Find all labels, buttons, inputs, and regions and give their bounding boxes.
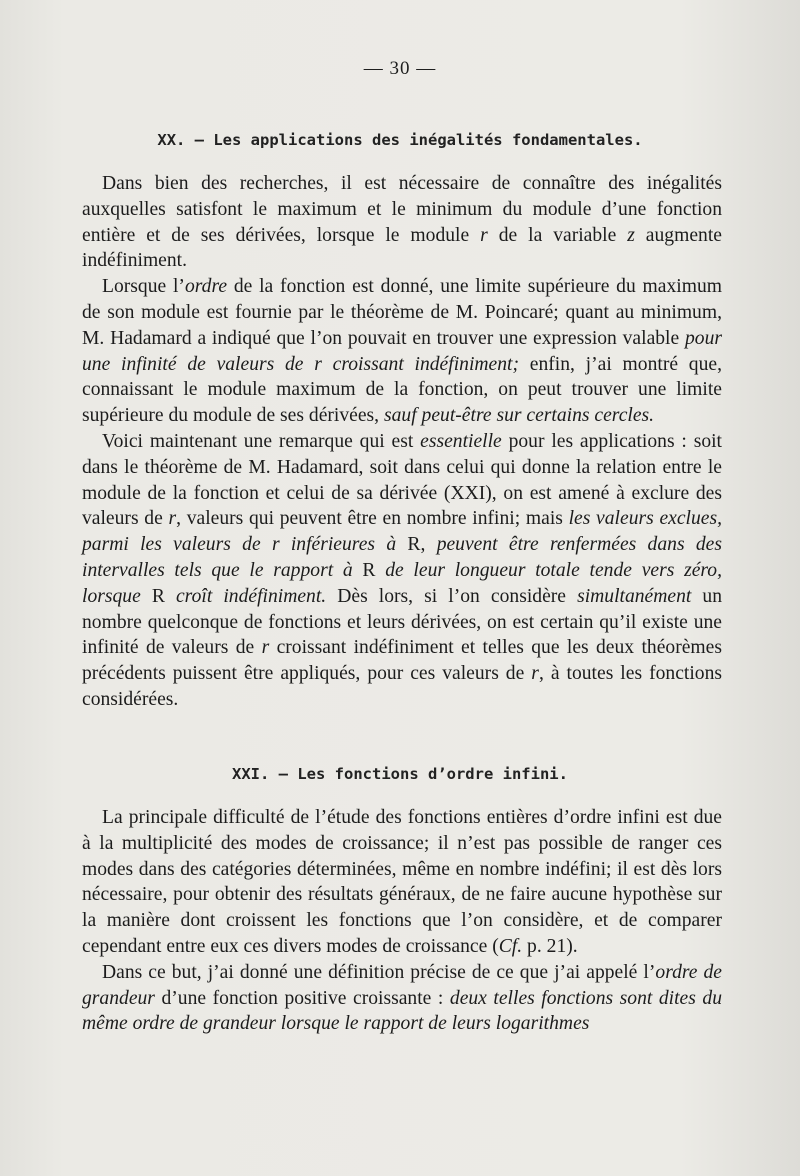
italic-run: sauf peut-être sur certains cercles. <box>383 405 655 427</box>
text-run: augmente indéfiniment. <box>82 224 722 272</box>
section-title-xx: XX. — Les applications des inégalités fondamentales. <box>157 131 643 149</box>
text-run: pour les applications : soit dans le théorème de M. Hadamard, soit dans celui qui donne la relation entre le module de la fonction et celui de sa dérivée (XXI), on est amené à exclure des valeurs de <box>82 430 723 530</box>
italic-run: ordre <box>184 276 228 298</box>
italic-run: simultanément <box>577 585 692 607</box>
paragraph <box>82 960 722 1037</box>
italic-run: de leur longueur totale tende vers zéro, lorsque <box>82 559 722 607</box>
page-number: — 30 — <box>363 58 437 79</box>
text-run: Dans ce but, j’ai donné une définition précise de ce que j’ai appelé l’ <box>102 961 656 983</box>
paragraph <box>82 171 722 274</box>
italic-run: essentielle <box>420 430 502 452</box>
italic-run: r <box>168 508 177 530</box>
text-run: La principale difficulté de l’étude des fonctions entières d’ordre infini est due à la multiplicité des modes de croissance; il n’est pas possible de ranger ces modes dans des catégories déterminées, même en nombre indéfini; il est dès lors nécessaire, pour obtenir des résultats généraux, de ne faire aucune hypothèse sur la manière dont croissent les fonctions que l’on considère, et de comparer cependant entre eux ces divers modes de croissance ( <box>82 807 722 957</box>
section-body-xx <box>82 171 722 713</box>
text-run: R, <box>396 534 437 556</box>
text-run: un nombre quelconque de fonctions et leurs dérivées, on est certain qu’il existe une infinité de valeurs de <box>82 585 723 659</box>
text-run: Dans bien des recherches, il est nécessaire de connaître des inégalités auxquelles satisfont le maximum et le minimum du module d’une fonction entière et de ses dérivées, lorsque le module <box>82 173 722 246</box>
text-run: R <box>352 559 386 581</box>
section-body-xxi <box>82 805 722 1037</box>
text-run: d’une fonction positive croissante : <box>154 987 450 1009</box>
paragraph <box>82 429 722 713</box>
italic-run: z <box>627 224 635 246</box>
italic-run: croît indéfiniment. <box>175 585 327 607</box>
paragraph <box>82 805 722 960</box>
text-run: Voici maintenant une remarque qui est <box>102 430 421 452</box>
text-run: Dès lors, si l’on considère <box>326 585 578 607</box>
italic-run: Cf. <box>498 935 523 957</box>
text-run: de la fonction est donné, une limite supérieure du maximum de son module est fournie par le théorème de M. Poincaré; quant au minimum, M. Hadamard a indiqué que l’on pouvait en trouver une expression valable <box>82 276 722 349</box>
italic-run: r <box>480 224 488 246</box>
text-run: R <box>140 585 176 607</box>
text-run: , valeurs qui peuvent être en nombre infini; mais <box>176 508 569 530</box>
italic-run: pour une infinité de valeurs de r croissant indéfiniment; <box>82 327 722 375</box>
italic-run: r <box>261 637 270 659</box>
text-run: , à toutes les fonctions considérées. <box>82 663 722 710</box>
italic-run: les valeurs exclues, parmi les valeurs de r inférieures à <box>82 508 722 556</box>
text-run: de la variable <box>487 224 628 246</box>
text-run: p. 21). <box>522 935 578 957</box>
italic-run: ordre de grandeur <box>82 961 723 1009</box>
text-run: enfin, j’ai montré que, connaissant le module maximum de la fonction, on peut trouver une limite supérieure du module de ses dérivées, <box>82 353 722 427</box>
text-run: croissant indéfiniment et telles que les deux théorèmes précédents puissent être appliqués, pour ces valeurs de <box>82 637 722 685</box>
italic-run: deux telles fonctions sont dites du même ordre de grandeur lorsque le rapport de leurs logarithmes <box>82 987 722 1035</box>
paragraph <box>82 274 722 429</box>
italic-run: peuvent être renfermées dans des intervalles tels que le rapport à <box>82 534 722 581</box>
text-run: Lorsque l’ <box>102 276 185 298</box>
section-title-xxi: XXI. — Les fonctions d’ordre infini. <box>232 765 568 783</box>
italic-run: r <box>531 663 539 685</box>
